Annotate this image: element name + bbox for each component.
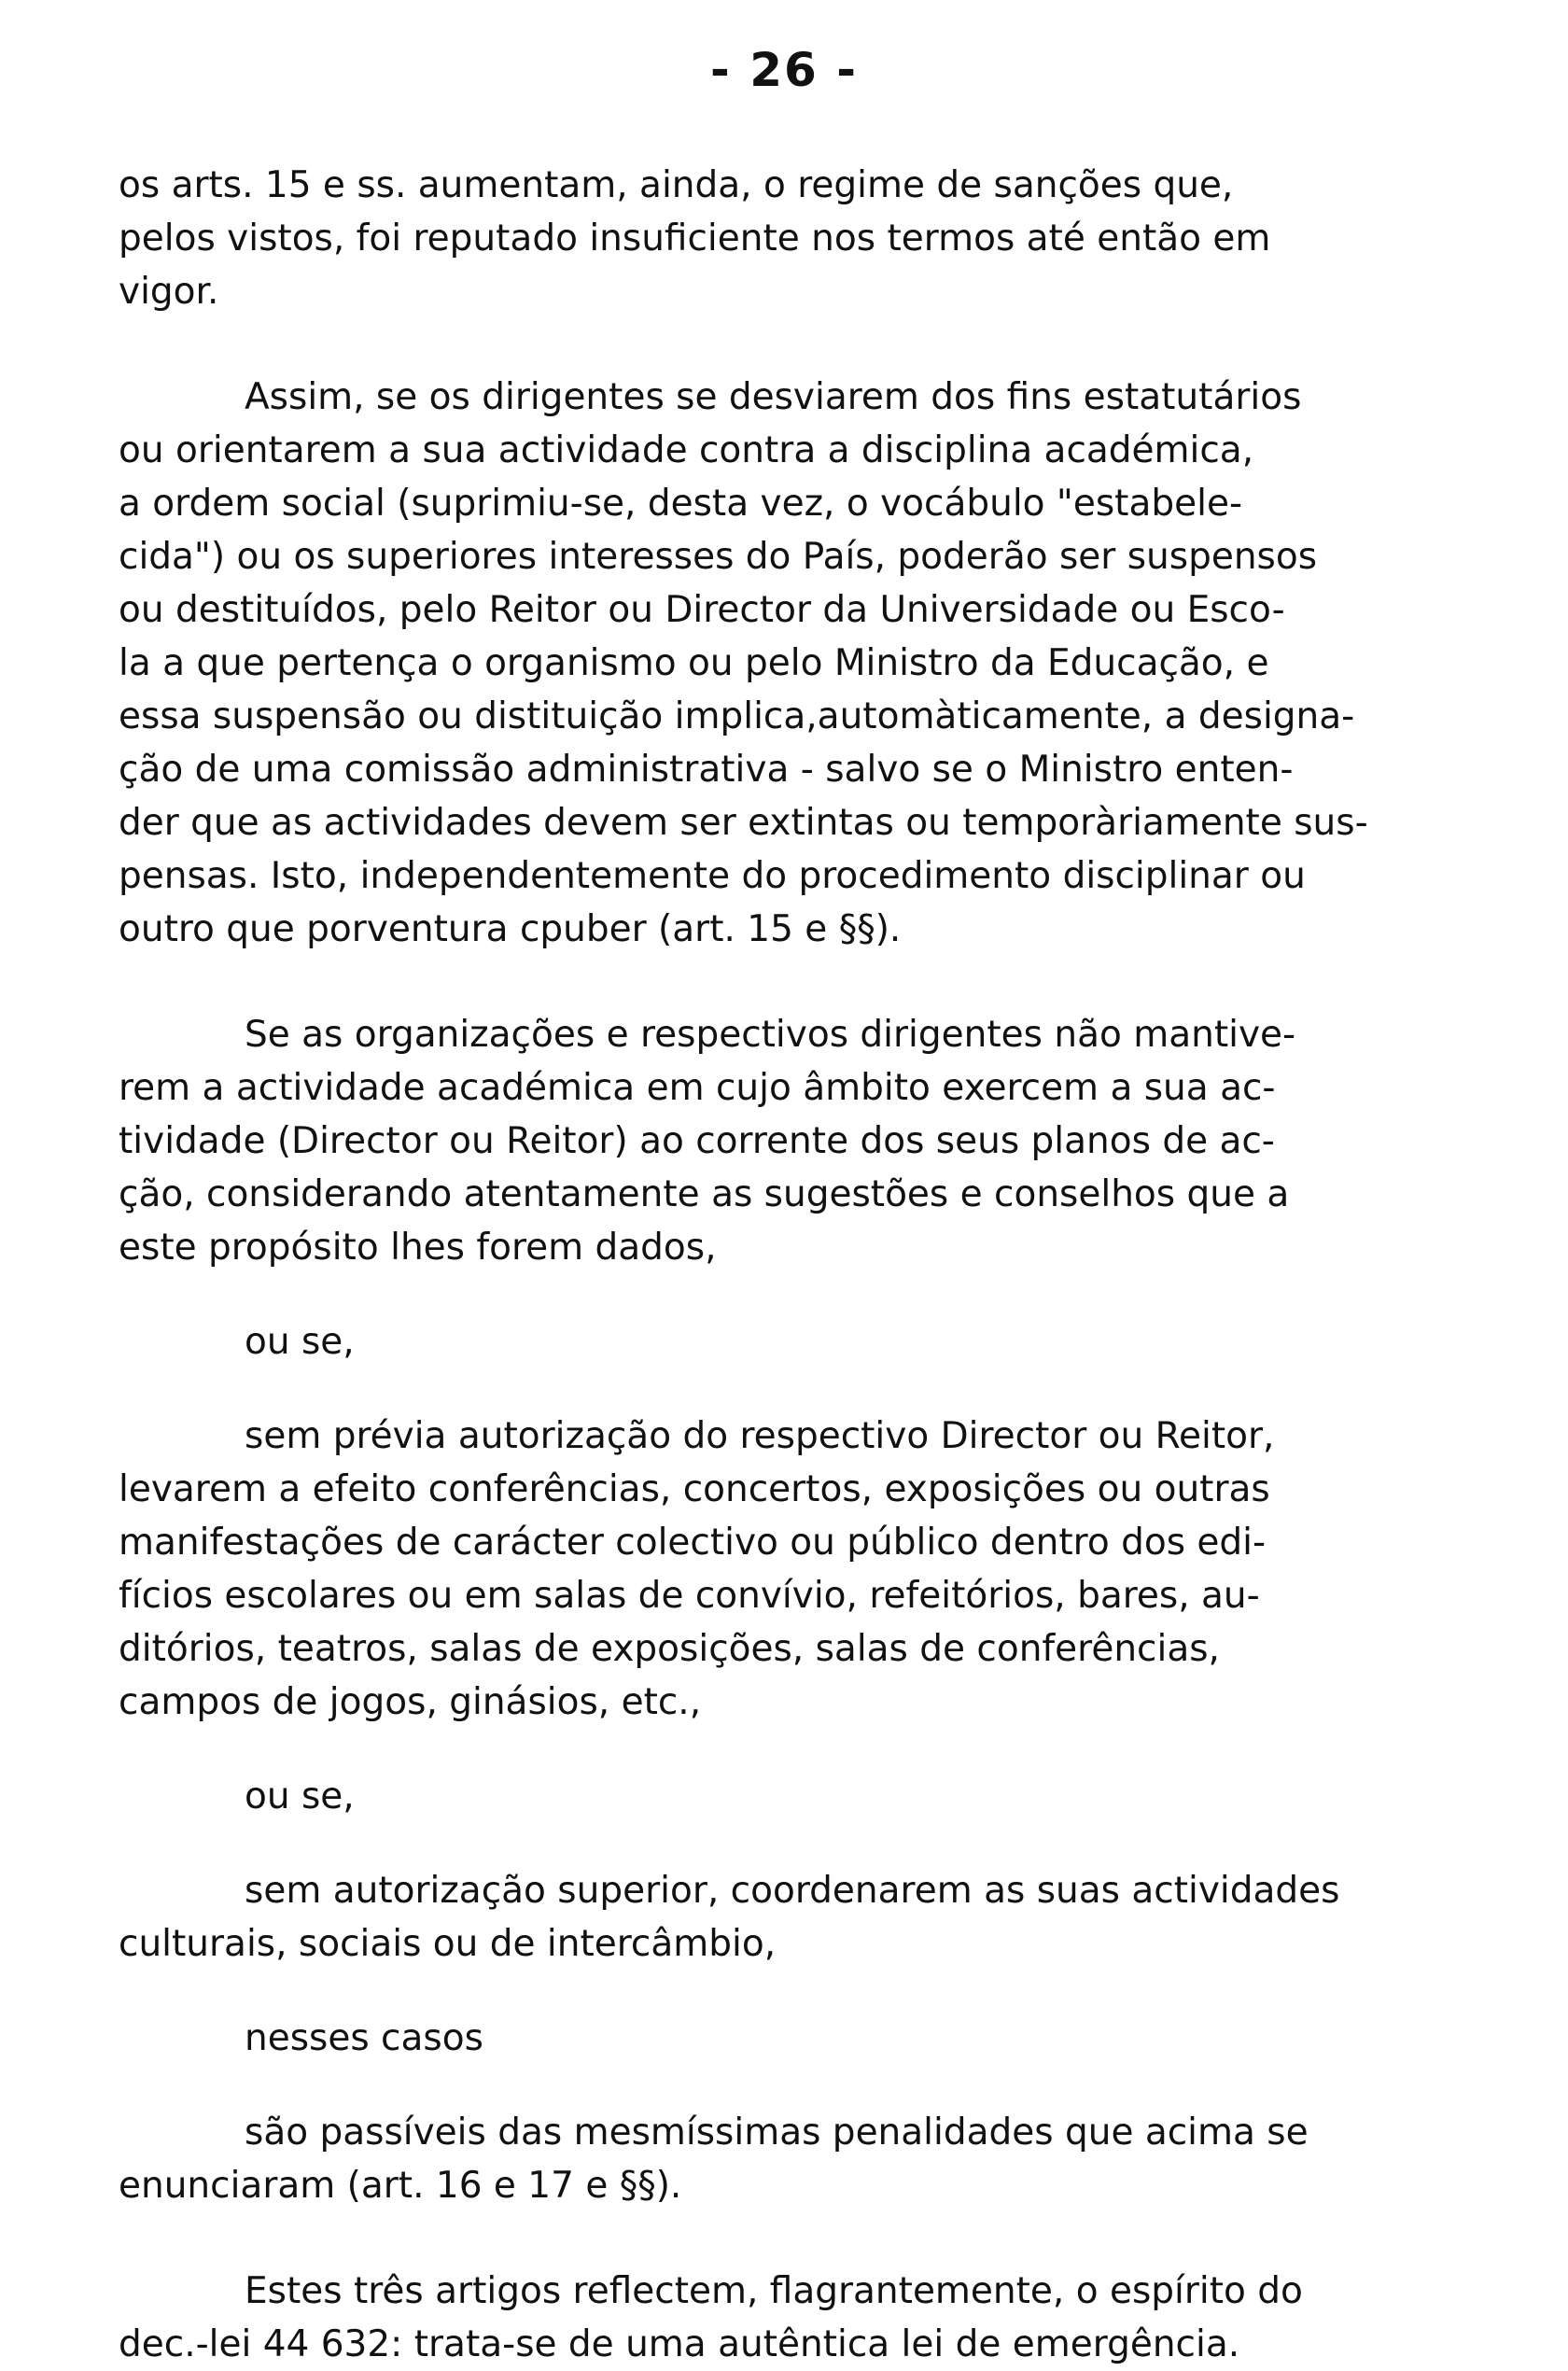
text-line: Estes três artigos reflectem, flagrantemente, o espírito do xyxy=(245,2270,1303,2312)
paragraph-6 xyxy=(119,2106,1425,2212)
text-line: pensas. Isto, independentemente do procedimento disciplinar ou xyxy=(119,855,1306,897)
text-line: rem a actividade académica em cujo âmbito exercem a sua ac- xyxy=(119,1067,1276,1109)
text-line: tividade (Director ou Reitor) ao corrente dos seus planos de ac- xyxy=(119,1120,1275,1162)
text-line: sem autorização superior, coordenarem as suas actividades xyxy=(245,1870,1340,1912)
text-line: enunciaram (art. 16 e 17 e §§). xyxy=(119,2165,682,2207)
text-line: a ordem social (suprimiu-se, desta vez, o vocábulo "estabele- xyxy=(119,483,1243,525)
text-line: essa suspensão ou distituição implica,automàticamente, a designa- xyxy=(119,695,1355,737)
text-line: ou se, xyxy=(245,1321,355,1363)
document-body xyxy=(119,159,1425,2371)
text-line: fícios escolares ou em salas de convívio, refeitórios, bares, au- xyxy=(119,1575,1260,1617)
text-line: Se as organizações e respectivos dirigentes não mantive- xyxy=(245,1014,1296,1056)
paragraph-5 xyxy=(119,1864,1425,1971)
connector-nesses-casos xyxy=(119,2012,1425,2065)
text-line: der que as actividades devem ser extintas ou temporàriamente sus- xyxy=(119,802,1368,844)
text-line: os arts. 15 e ss. aumentam, ainda, o regime de sanções que, xyxy=(119,164,1234,206)
text-line: este propósito lhes forem dados, xyxy=(119,1227,717,1269)
text-line: ção, considerando atentamente as sugestões e conselhos que a xyxy=(119,1173,1290,1215)
text-line: outro que porventura cpuber (art. 15 e §§). xyxy=(119,908,902,950)
paragraph-7 xyxy=(119,2265,1425,2371)
paragraph-3 xyxy=(119,1008,1425,1274)
paragraph-2 xyxy=(119,371,1425,956)
text-line: sem prévia autorização do respectivo Director ou Reitor, xyxy=(245,1415,1275,1457)
text-line: ditórios, teatros, salas de exposições, salas de conferências, xyxy=(119,1628,1220,1670)
page-number: - 26 - xyxy=(710,43,858,97)
paragraph-1 xyxy=(119,159,1425,318)
text-line: ou destituídos, pelo Reitor ou Director da Universidade ou Esco- xyxy=(119,589,1285,631)
text-line: vigor. xyxy=(119,271,219,313)
text-line: dec.-lei 44 632: trata-se de uma autêntica lei de emergência. xyxy=(119,2323,1240,2365)
text-line: são passíveis das mesmíssimas penalidades que acima se xyxy=(245,2111,1309,2154)
connector-ou-se-2 xyxy=(119,1770,1425,1823)
connector-ou-se-1 xyxy=(119,1315,1425,1368)
text-line: culturais, sociais ou de intercâmbio, xyxy=(119,1923,777,1965)
text-line: campos de jogos, ginásios, etc., xyxy=(119,1681,702,1723)
text-line: cida") ou os superiores interesses do País, poderão ser suspensos xyxy=(119,536,1318,578)
text-line: ou orientarem a sua actividade contra a disciplina académica, xyxy=(119,429,1254,471)
paragraph-4 xyxy=(119,1410,1425,1729)
text-line: levarem a efeito conferências, concertos, exposições ou outras xyxy=(119,1468,1270,1510)
text-line: la a que pertença o organismo ou pelo Ministro da Educação, e xyxy=(119,642,1269,684)
text-line: manifestações de carácter colectivo ou público dentro dos edi- xyxy=(119,1522,1267,1564)
text-line: pelos vistos, foi reputado insuficiente nos termos até então em xyxy=(119,217,1271,260)
text-line: Assim, se os dirigentes se desviarem dos fins estatutários xyxy=(245,376,1302,418)
text-line: ção de uma comissão administrativa - salvo se o Ministro enten- xyxy=(119,749,1294,791)
text-line: ou se, xyxy=(245,1775,355,1817)
text-line: nesses casos xyxy=(245,2017,483,2059)
